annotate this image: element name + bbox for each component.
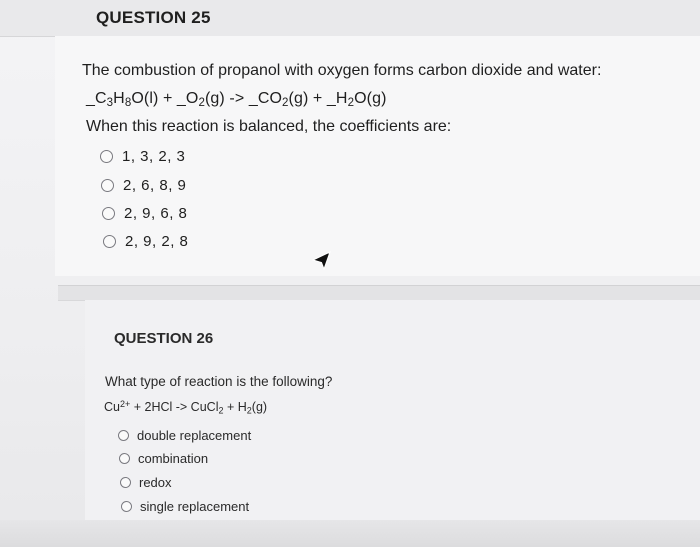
question-26-prompt: What type of reaction is the following? xyxy=(105,374,333,389)
question-25-title: QUESTION 25 xyxy=(96,8,211,27)
bottom-edge xyxy=(0,520,700,547)
question-25-prompt: The combustion of propanol with oxygen forms carbon dioxide and water: xyxy=(82,62,602,79)
option-label: 2, 9, 2, 8 xyxy=(125,233,189,250)
radio-button[interactable] xyxy=(100,150,113,163)
option-label: redox xyxy=(139,475,172,490)
radio-button[interactable] xyxy=(101,179,114,192)
question-25-equation: $\_C_3H_8O(l)$ + $\_O_2(g)$ -> $\_CO_2(g)$ + $\_H_2O(g)$ xyxy=(86,90,387,109)
option-label: single replacement xyxy=(140,499,250,514)
radio-button[interactable] xyxy=(102,207,115,220)
q25-option-4[interactable] xyxy=(103,233,188,250)
radio-button[interactable] xyxy=(103,235,116,248)
q25-option-2[interactable] xyxy=(101,177,186,194)
q26-option-4[interactable] xyxy=(121,499,249,514)
q25-option-1[interactable] xyxy=(100,148,185,165)
question-25-subprompt: When this reaction is balanced, the coefficients are: xyxy=(86,118,452,135)
mouse-cursor-icon xyxy=(312,251,332,271)
q26-option-3[interactable] xyxy=(120,475,172,490)
q26-option-2[interactable] xyxy=(119,451,208,466)
option-label: 1, 3, 2, 3 xyxy=(122,148,186,165)
radio-button[interactable] xyxy=(118,430,129,441)
q25-option-3[interactable] xyxy=(102,205,187,222)
question-divider xyxy=(58,285,700,301)
option-label: 2, 9, 6, 8 xyxy=(124,205,188,222)
option-label: combination xyxy=(138,451,209,466)
question-26-equation: $Cu^{2+} + 2HCl$ -> CuCl$_2$ + $H_2(g)$ xyxy=(104,399,268,416)
option-label: 2, 6, 8, 9 xyxy=(123,177,187,194)
radio-button[interactable] xyxy=(120,477,131,488)
option-label: double replacement xyxy=(137,428,252,443)
q26-option-1[interactable] xyxy=(118,428,251,443)
radio-button[interactable] xyxy=(119,453,130,464)
question-26-title: QUESTION 26 xyxy=(114,330,214,347)
radio-button[interactable] xyxy=(121,501,132,512)
